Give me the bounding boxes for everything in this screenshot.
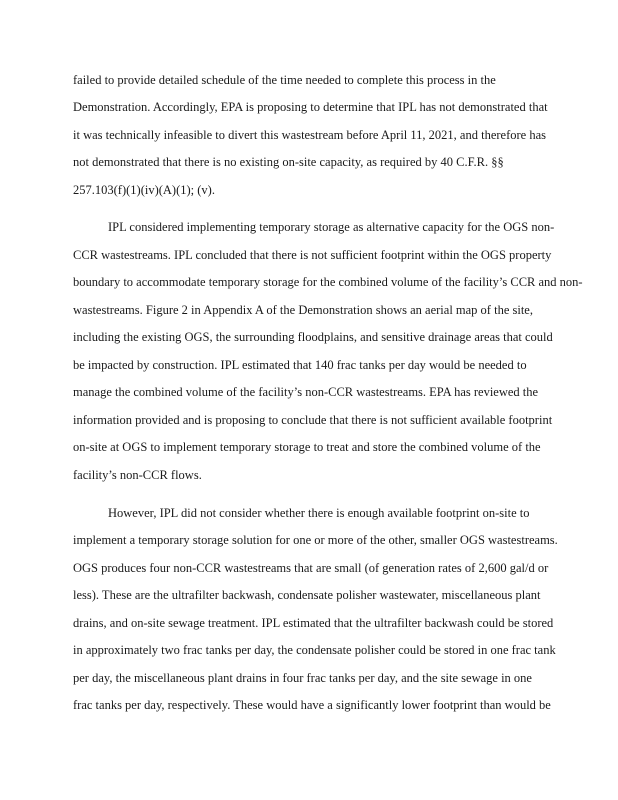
text-line: boundary to accommodate temporary storage for the combined volume of the facility’s CCR and non- — [73, 275, 583, 289]
text-line: implement a temporary storage solution for one or more of the other, smaller OGS wastestreams. — [73, 533, 558, 547]
text-line: in approximately two frac tanks per day, the condensate polisher could be stored in one frac tank — [73, 643, 556, 657]
text-line: IPL considered implementing temporary storage as alternative capacity for the OGS non- — [108, 220, 555, 234]
text-line: Demonstration. Accordingly, EPA is proposing to determine that IPL has not demonstrated that — [73, 100, 548, 114]
text-line: failed to provide detailed schedule of the time needed to complete this process in the — [73, 73, 496, 87]
text-line: OGS produces four non-CCR wastestreams that are small (of generation rates of 2,600 gal/d or — [73, 561, 549, 575]
text-line: manage the combined volume of the facility’s non-CCR wastestreams. EPA has reviewed the — [73, 385, 539, 399]
text-line: drains, and on-site sewage treatment. IPL estimated that the ultrafilter backwash could be stored — [73, 616, 554, 630]
text-line: information provided and is proposing to conclude that there is not sufficient available footprint — [73, 413, 553, 427]
text-line: per day, the miscellaneous plant drains in four frac tanks per day, and the site sewage in one — [73, 671, 532, 685]
text-line: CCR wastestreams. IPL concluded that there is not sufficient footprint within the OGS property — [73, 248, 552, 262]
text-line: not demonstrated that there is no existing on-site capacity, as required by 40 C.F.R. §§ — [73, 155, 504, 169]
text-line: it was technically infeasible to divert this wastestream before April 11, 2021, and therefore has — [73, 128, 546, 142]
text-line: wastestreams. Figure 2 in Appendix A of the Demonstration shows an aerial map of the site, — [73, 303, 533, 317]
text-line: frac tanks per day, respectively. These would have a significantly lower footprint than would be — [73, 698, 551, 712]
text-line: on-site at OGS to implement temporary storage to treat and store the combined volume of the — [73, 440, 541, 454]
text-line: 257.103(f)(1)(iv)(A)(1); (v). — [73, 183, 215, 197]
text-line: including the existing OGS, the surrounding floodplains, and sensitive drainage areas that could — [73, 330, 553, 344]
text-line: However, IPL did not consider whether there is enough available footprint on-site to — [108, 506, 530, 520]
text-line: facility’s non-CCR flows. — [73, 468, 202, 482]
text-line: be impacted by construction. IPL estimated that 140 frac tanks per day would be needed to — [73, 358, 527, 372]
text-line: less). These are the ultrafilter backwash, condensate polisher wastewater, miscellaneous plant — [73, 588, 541, 602]
